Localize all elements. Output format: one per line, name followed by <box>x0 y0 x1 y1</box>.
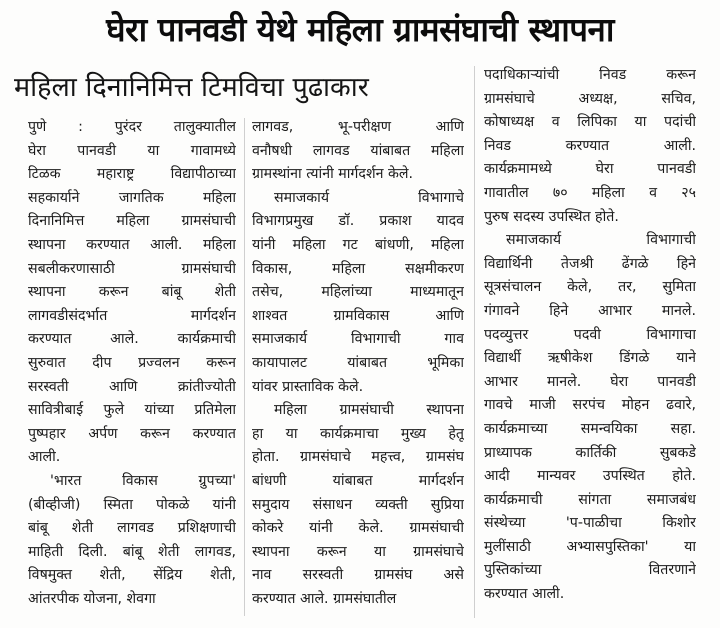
article-line: ग्रामसंघाचे अध्यक्ष, सचिव, <box>484 90 696 107</box>
article-line: मुलींसाठी अभ्यासपुस्तिका' या <box>484 538 696 555</box>
article-line: पुष्पहार अर्पण करून करण्यात <box>28 425 236 442</box>
article-line: संस्थेच्या 'प-पाळीचा किशोर <box>484 515 696 532</box>
article-line: आदी मान्यवर उपस्थित होते. <box>484 468 696 485</box>
article-line: समाजकार्य विभागाची गाव <box>252 331 464 348</box>
article-line: बांधणी यांबाबत मार्गदर्शन <box>252 472 464 489</box>
article-line: कार्यक्रमाची सांगता समाजबंध <box>484 491 696 508</box>
article-line: करण्यात आली. <box>484 586 565 603</box>
article-line: निवड करण्यात आली. <box>484 137 696 154</box>
article-line: टिळक महाराष्ट्र विद्यापीठाच्या <box>28 166 236 183</box>
article-line: कार्यक्रमाच्या समन्वयिका सहा. <box>484 420 696 437</box>
article-line: विद्यार्थिनी तेजश्री ढेंगळे हिने <box>484 255 696 272</box>
article-line: विषमुक्त शेती, सेंद्रिय शेती, <box>28 567 236 584</box>
article-line: 'भारत विकास ग्रुपच्या' <box>50 472 236 489</box>
article-line: वनौषधी लागवड यांबाबत महिला <box>252 142 464 159</box>
article-line: यांवर प्रास्ताविक केले. <box>252 378 364 395</box>
article-line: पुरुष सदस्य उपस्थित होते. <box>484 208 619 225</box>
article-line: स्थापना करून या ग्रामसंघाचे <box>252 543 464 560</box>
article-line: प्राध्यापक कार्तिकी सुबकडे <box>484 444 696 461</box>
article-column-3 <box>484 64 696 607</box>
article-line: घेरा पानवडी या गावामध्ये <box>28 142 236 159</box>
article-line: पुणे : पुरंदर तालुक्यातील <box>28 119 236 135</box>
article-line: गंगावने हिने आभार मानले. <box>484 302 696 319</box>
article-line: विकास, महिला सक्षमीकरण <box>252 260 464 277</box>
article-line: करण्यात आले. कार्यक्रमाची <box>28 331 236 348</box>
article-line: सहकार्याने जागतिक महिला <box>28 189 236 206</box>
article-line: सावित्रीबाई फुले यांच्या प्रतिमेला <box>28 402 236 419</box>
article-line: आली. <box>28 449 61 466</box>
article-line: यांनी महिला गट बांधणी, महिला <box>252 236 464 253</box>
article-line: गावचे माजी सरपंच मोहन ढवारे, <box>484 397 696 414</box>
article-line: शाश्वत ग्रामविकास आणि <box>252 307 464 324</box>
article-line: दिनानिमित्त महिला ग्रामसंघाची <box>28 213 236 230</box>
article-line: (बीव्हीजी) स्मिता पोकळे यांनी <box>28 496 236 513</box>
article-line: स्थापना करण्यात आली. महिला <box>28 236 236 253</box>
article-line: ग्रामस्थांना त्यांनी मार्गदर्शन केले. <box>252 166 414 183</box>
article-line: कोषाध्यक्ष व लिपिका या पदांची <box>484 114 696 131</box>
article-line: होता. ग्रामसंघाचे महत्त्व, ग्रामसंघ <box>252 449 464 466</box>
article-line: पदव्युत्तर पदवी विभागाचा <box>484 326 696 343</box>
article-column-2 <box>252 116 464 611</box>
article-line: सरस्वती आणि क्रांतीज्योती <box>28 378 236 395</box>
article-line: बांबू शेती लागवड प्रशिक्षणाची <box>28 520 236 537</box>
article-line: महिला ग्रामसंघाची स्थापना <box>274 402 464 419</box>
article-line: तसेच, महिलांच्या माध्यमातून <box>252 284 464 301</box>
article-line: गावातील ७० महिला व २५ <box>484 184 696 201</box>
column-divider <box>474 66 475 618</box>
article-line: विभागप्रमुख डॉ. प्रकाश यादव <box>252 213 464 230</box>
headline: घेरा पानवडी येथे महिला ग्रामसंघाची स्थापना <box>106 9 614 49</box>
article-line: हा या कार्यक्रमाचा मुख्य हेतू <box>252 425 464 442</box>
article-line: माहिती दिली. बांबू शेती लागवड, <box>28 543 236 560</box>
article-line: सुरुवात दीप प्रज्वलन करून <box>28 354 236 371</box>
article-line: समुदाय संसाधन व्यक्ती सुप्रिया <box>252 496 464 513</box>
article-column-1 <box>28 116 236 611</box>
article-line: नाव सरस्वती ग्रामसंघ असे <box>252 567 464 584</box>
article-line: करण्यात आले. ग्रामसंघातील <box>252 590 397 607</box>
article-line: पुस्तिकांच्या वितरणाने <box>484 562 696 579</box>
article-line: लागवड, भू-परीक्षण आणि <box>252 119 464 135</box>
article-line: कायापालट यांबाबत भूमिका <box>252 354 464 371</box>
article-line: सबलीकरणासाठी ग्रामसंघाची <box>28 260 236 277</box>
article-line: पदाधिकाऱ्यांची निवड करून <box>484 67 696 83</box>
article-line: आभार मानले. घेरा पानवडी <box>484 373 696 390</box>
article-line: कार्यक्रमामध्ये घेरा पानवडी <box>484 161 696 178</box>
article-line: समाजकार्य विभागाचे <box>274 189 464 206</box>
article-line: विद्यार्थी ऋषीकेश डिंगळे याने <box>484 350 696 367</box>
column-divider <box>244 118 245 616</box>
article-line: लागवडीसंदर्भात मार्गदर्शन <box>28 307 236 324</box>
article-line: कोकरे यांनी केले. ग्रामसंघाची <box>252 520 464 537</box>
article-line: आंतरपीक योजना, शेवगा <box>28 590 156 607</box>
article-line: सूत्रसंचालन केले, तर, सुमिता <box>484 279 696 296</box>
article-line: स्थापना करून बांबू शेती <box>28 284 236 301</box>
subheadline: महिला दिनानिमित्त टिमविचा पुढाकार <box>14 71 369 103</box>
article-line: समाजकार्य विभागाची <box>506 232 696 249</box>
